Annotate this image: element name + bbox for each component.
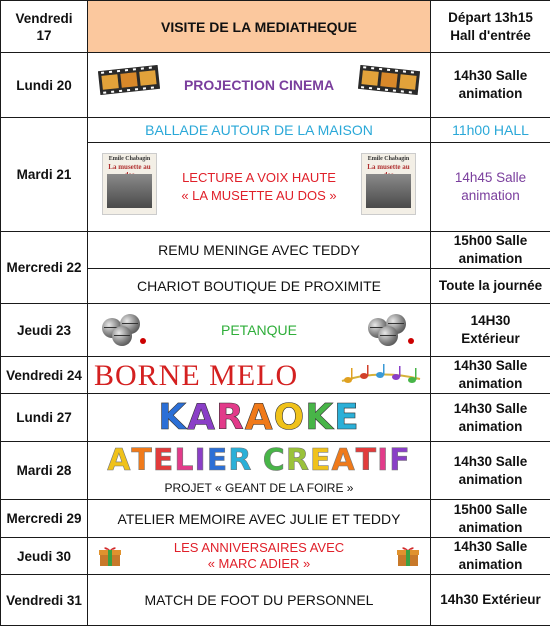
activity-label: REMU MENINGE AVEC TEDDY xyxy=(158,242,360,258)
day-cell xyxy=(1,1,88,53)
table-row xyxy=(1,500,550,538)
gift-icon xyxy=(396,545,420,567)
book-cover-icon xyxy=(361,153,416,215)
time-cell xyxy=(431,118,550,143)
day-label: Lundi 20 xyxy=(16,78,72,93)
day-cell xyxy=(1,357,88,394)
activity-label: VISITE DE LA MEDIATHEQUE xyxy=(161,19,357,35)
day-label: Jeudi 23 xyxy=(17,323,71,338)
day-label: Vendredi 31 xyxy=(6,593,82,608)
petanque-balls-icon xyxy=(364,312,424,348)
table-row xyxy=(1,53,550,118)
day-cell xyxy=(1,442,88,500)
activity-cell xyxy=(88,53,431,118)
activity-label: BORNE MELO xyxy=(94,360,298,392)
activity-cell xyxy=(88,538,431,575)
time-cell xyxy=(431,53,550,118)
table-row xyxy=(1,442,550,500)
day-cell xyxy=(1,304,88,357)
day-label: Mardi 21 xyxy=(17,167,72,182)
activity-label: BALLADE AUTOUR DE LA MAISON xyxy=(145,122,373,138)
activity-label: PROJECTION CINEMA xyxy=(88,77,430,93)
time-cell xyxy=(431,1,550,53)
day-cell xyxy=(1,538,88,575)
time-label: 14h30 Salle animation xyxy=(454,68,528,101)
activity-label: LES ANNIVERSAIRES AVEC « MARC ADIER » xyxy=(88,540,430,572)
table-row xyxy=(1,538,550,575)
time-label: 15h00 Salle animation xyxy=(454,233,528,266)
film-strip-icon xyxy=(358,65,420,95)
activity-cell xyxy=(88,232,431,269)
day-label: Mercredi 29 xyxy=(6,511,81,526)
activity-label: MATCH DE FOOT DU PERSONNEL xyxy=(145,592,374,608)
time-cell xyxy=(431,143,550,232)
day-label: Mardi 28 xyxy=(17,463,72,478)
day-cell xyxy=(1,500,88,538)
book-author: Emile Chabagin xyxy=(103,154,156,163)
table-row xyxy=(1,1,550,53)
time-cell xyxy=(431,442,550,500)
time-label: 14h45 Salle animation xyxy=(455,170,526,203)
activity-label: ATELIER CREATIF xyxy=(88,444,430,478)
activity-cell xyxy=(88,143,431,232)
activity-label: PETANQUE xyxy=(88,322,430,338)
day-label: Jeudi 30 xyxy=(17,549,71,564)
time-cell xyxy=(431,394,550,442)
time-label: 11h00 HALL xyxy=(452,122,529,138)
time-label: 14h30 Salle animation xyxy=(454,454,528,487)
activity-cell xyxy=(88,1,431,53)
time-cell xyxy=(431,304,550,357)
day-label: Mercredi 22 xyxy=(6,260,81,275)
activity-label: KARAOKE xyxy=(88,398,430,438)
time-label: 15h00 Salle animation xyxy=(454,502,528,535)
time-label: 14H30 Extérieur xyxy=(461,313,520,346)
activity-cell xyxy=(88,394,431,442)
activity-label: ATELIER MEMOIRE AVEC JULIE ET TEDDY xyxy=(118,511,401,527)
table-row xyxy=(1,394,550,442)
time-label: 14h30 Salle animation xyxy=(454,401,528,434)
time-cell xyxy=(431,500,550,538)
activity-cell xyxy=(88,357,431,394)
time-cell xyxy=(431,538,550,575)
table-row xyxy=(1,304,550,357)
day-cell xyxy=(1,394,88,442)
time-cell xyxy=(431,357,550,394)
activity-sublabel: PROJET « GEANT DE LA FOIRE » xyxy=(88,481,430,495)
day-label: Vendredi 17 xyxy=(15,11,72,43)
day-label: Lundi 27 xyxy=(16,410,72,425)
time-label: 14h30 Extérieur xyxy=(440,592,541,607)
activity-label: LECTURE A VOIX HAUTE « LA MUSETTE AU DOS » xyxy=(88,169,430,205)
music-notes-icon xyxy=(340,363,422,389)
time-label: 14h30 Salle animation xyxy=(454,358,528,391)
day-cell xyxy=(1,232,88,304)
activity-cell xyxy=(88,442,431,500)
activity-label: CHARIOT BOUTIQUE DE PROXIMITE xyxy=(137,278,381,294)
activity-cell xyxy=(88,118,431,143)
day-cell xyxy=(1,118,88,232)
time-label: 14h30 Salle animation xyxy=(454,539,528,572)
day-label: Vendredi 24 xyxy=(6,368,82,383)
table-row xyxy=(1,118,550,143)
day-cell xyxy=(1,53,88,118)
book-title: La musette au xyxy=(362,163,415,179)
time-cell xyxy=(431,232,550,269)
activity-cell xyxy=(88,304,431,357)
book-author: Emile Chabagin xyxy=(362,154,415,163)
activity-cell xyxy=(88,269,431,304)
table-row xyxy=(1,357,550,394)
time-label: Toute la journée xyxy=(439,278,542,293)
activity-cell xyxy=(88,500,431,538)
book-title: La musette au xyxy=(103,163,156,179)
table-row xyxy=(1,232,550,269)
time-label: Départ 13h15 Hall d'entrée xyxy=(448,10,533,43)
time-cell xyxy=(431,269,550,304)
